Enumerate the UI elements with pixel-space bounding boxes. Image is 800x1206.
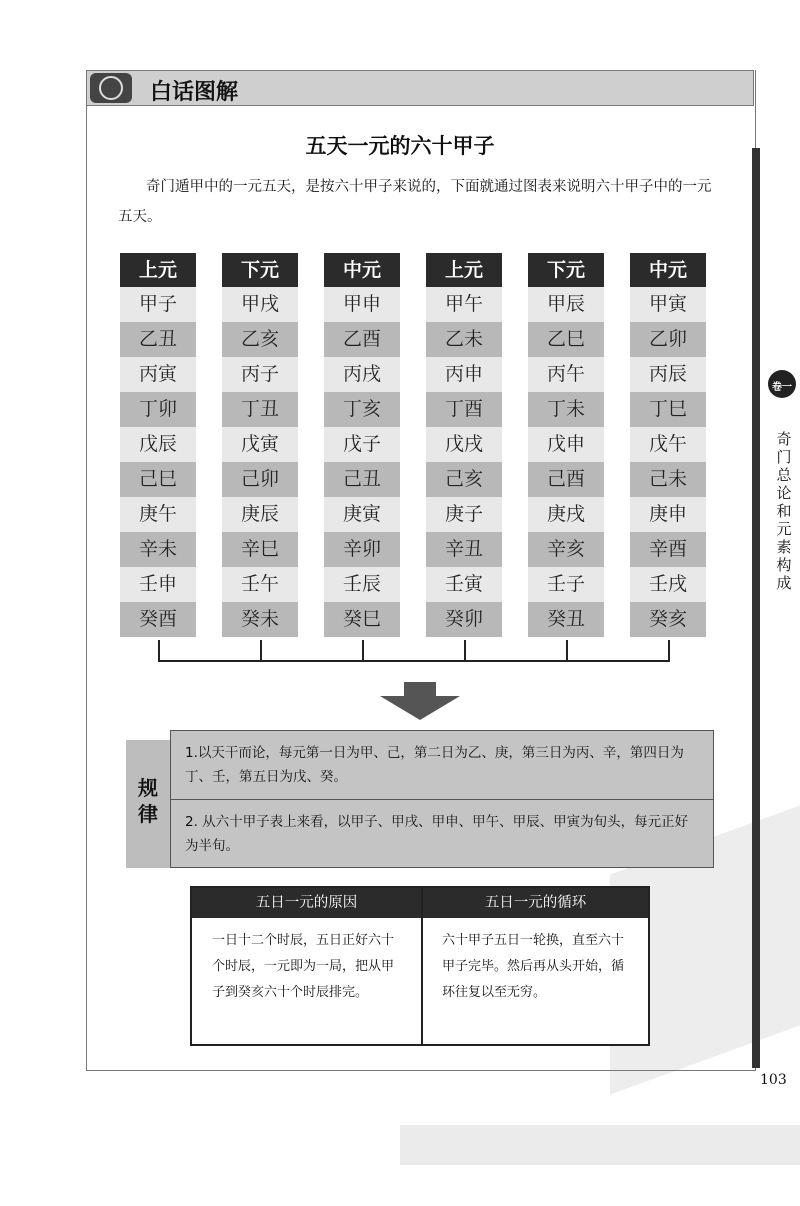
bracket-line — [566, 640, 568, 662]
rule-1-text: 1.以天干而论，每元第一日为甲、己，第二日为乙、庚，第三日为丙、辛，第四日为丁、壬，第五日为戊、癸。 — [185, 745, 684, 785]
column-2 — [222, 253, 298, 637]
ganzhi-cell: 乙巳 — [528, 322, 604, 357]
ganzhi-cell: 己巳 — [120, 462, 196, 497]
ganzhi-cell: 甲寅 — [630, 287, 706, 322]
side-bar — [752, 148, 760, 1068]
column-head: 下元 — [222, 253, 298, 287]
column-6 — [630, 253, 706, 637]
ganzhi-cell: 戊辰 — [120, 427, 196, 462]
ganzhi-cell: 丁未 — [528, 392, 604, 427]
rules-label: 规 律 — [138, 776, 158, 826]
scan-noise — [400, 1125, 800, 1165]
ganzhi-cell: 甲午 — [426, 287, 502, 322]
ganzhi-cell: 己亥 — [426, 462, 502, 497]
ganzhi-cell: 辛巳 — [222, 532, 298, 567]
ganzhi-cell: 辛酉 — [630, 532, 706, 567]
chapter-label: 奇门总论和元素构成 — [776, 430, 792, 592]
column-1 — [120, 253, 196, 637]
rule-2 — [170, 800, 714, 868]
ganzhi-cell: 庚寅 — [324, 497, 400, 532]
ganzhi-cell: 乙未 — [426, 322, 502, 357]
bracket-bar — [158, 660, 670, 662]
ganzhi-cell: 壬子 — [528, 567, 604, 602]
column-head: 下元 — [528, 253, 604, 287]
bracket-line — [464, 640, 466, 662]
ganzhi-cell: 乙酉 — [324, 322, 400, 357]
table-cell-reason: 一日十二个时辰，五日正好六十个时辰，一元即为一局，把从甲子到癸亥六十个时辰排完。 — [212, 933, 395, 1000]
ganzhi-cell: 戊子 — [324, 427, 400, 462]
table-cell-cycle: 六十甲子五日一轮换，直至六十甲子完毕。然后再从头开始，循环往复以至无穷。 — [442, 933, 625, 1000]
ganzhi-cell: 癸卯 — [426, 602, 502, 637]
ganzhi-cell: 丙午 — [528, 357, 604, 392]
ganzhi-cell: 壬戌 — [630, 567, 706, 602]
rule-2-text: 2. 从六十甲子表上来看，以甲子、甲戌、甲申、甲午、甲辰、甲寅为旬头，每元正好为半旬。 — [185, 814, 689, 854]
ganzhi-cell: 丁亥 — [324, 392, 400, 427]
ganzhi-cell: 辛亥 — [528, 532, 604, 567]
ganzhi-cell: 甲辰 — [528, 287, 604, 322]
column-3 — [324, 253, 400, 637]
table-head-cycle: 五日一元的循环 — [423, 888, 648, 918]
ganzhi-cell: 丙辰 — [630, 357, 706, 392]
ganzhi-cell: 丙戌 — [324, 357, 400, 392]
ganzhi-cell: 戊寅 — [222, 427, 298, 462]
column-head: 上元 — [426, 253, 502, 287]
arrow-head-icon — [380, 696, 460, 720]
column-4 — [426, 253, 502, 637]
ganzhi-cell: 丁巳 — [630, 392, 706, 427]
bracket-line — [158, 640, 160, 662]
ganzhi-cell: 癸巳 — [324, 602, 400, 637]
table-head-reason: 五日一元的原因 — [192, 888, 421, 918]
page-title: 五天一元的六十甲子 — [305, 134, 495, 158]
ganzhi-cell: 丁酉 — [426, 392, 502, 427]
ganzhi-cell: 丙申 — [426, 357, 502, 392]
ganzhi-cell: 戊申 — [528, 427, 604, 462]
logo-circle-icon — [99, 76, 123, 100]
ganzhi-cell: 壬午 — [222, 567, 298, 602]
column-head: 中元 — [630, 253, 706, 287]
bracket-line — [362, 640, 364, 662]
ganzhi-cell: 甲子 — [120, 287, 196, 322]
column-5 — [528, 253, 604, 637]
ganzhi-cell: 戊午 — [630, 427, 706, 462]
ganzhi-cell: 甲申 — [324, 287, 400, 322]
ganzhi-cell: 己酉 — [528, 462, 604, 497]
ganzhi-cell: 壬申 — [120, 567, 196, 602]
ganzhi-cell: 庚子 — [426, 497, 502, 532]
ganzhi-cell: 辛卯 — [324, 532, 400, 567]
ganzhi-cell: 乙卯 — [630, 322, 706, 357]
ganzhi-cell: 丙寅 — [120, 357, 196, 392]
column-head: 中元 — [324, 253, 400, 287]
ganzhi-cell: 丁丑 — [222, 392, 298, 427]
ganzhi-cell: 丙子 — [222, 357, 298, 392]
header-title: 白话图解 — [150, 80, 239, 105]
ganzhi-cell: 己未 — [630, 462, 706, 497]
ganzhi-cell: 乙丑 — [120, 322, 196, 357]
page-number: 103 — [760, 1072, 787, 1088]
intro-paragraph: 奇门遁甲中的一元五天，是按六十甲子来说的，下面就通过图表来说明六十甲子中的一元五天。 — [118, 179, 712, 225]
ganzhi-cell: 癸酉 — [120, 602, 196, 637]
ganzhi-cell: 癸未 — [222, 602, 298, 637]
ganzhi-cell: 戊戌 — [426, 427, 502, 462]
ganzhi-cell: 己卯 — [222, 462, 298, 497]
ganzhi-cell: 庚辰 — [222, 497, 298, 532]
ganzhi-cell: 己丑 — [324, 462, 400, 497]
table-divider — [421, 888, 423, 1044]
reason-table — [190, 886, 650, 1046]
bracket-line — [668, 640, 670, 662]
arrow-down-icon — [404, 682, 436, 696]
ganzhi-cell: 甲戌 — [222, 287, 298, 322]
rule-1 — [170, 730, 714, 800]
ganzhi-cell: 癸亥 — [630, 602, 706, 637]
ganzhi-cell: 壬寅 — [426, 567, 502, 602]
ganzhi-cell: 乙亥 — [222, 322, 298, 357]
ganzhi-cell: 辛未 — [120, 532, 196, 567]
volume-label: 卷一 — [772, 382, 792, 393]
ganzhi-cell: 庚申 — [630, 497, 706, 532]
column-head: 上元 — [120, 253, 196, 287]
ganzhi-cell: 丁卯 — [120, 392, 196, 427]
ganzhi-cell: 庚戌 — [528, 497, 604, 532]
ganzhi-cell: 癸丑 — [528, 602, 604, 637]
ganzhi-cell: 庚午 — [120, 497, 196, 532]
bracket-line — [260, 640, 262, 662]
ganzhi-cell: 壬辰 — [324, 567, 400, 602]
ganzhi-cell: 辛丑 — [426, 532, 502, 567]
